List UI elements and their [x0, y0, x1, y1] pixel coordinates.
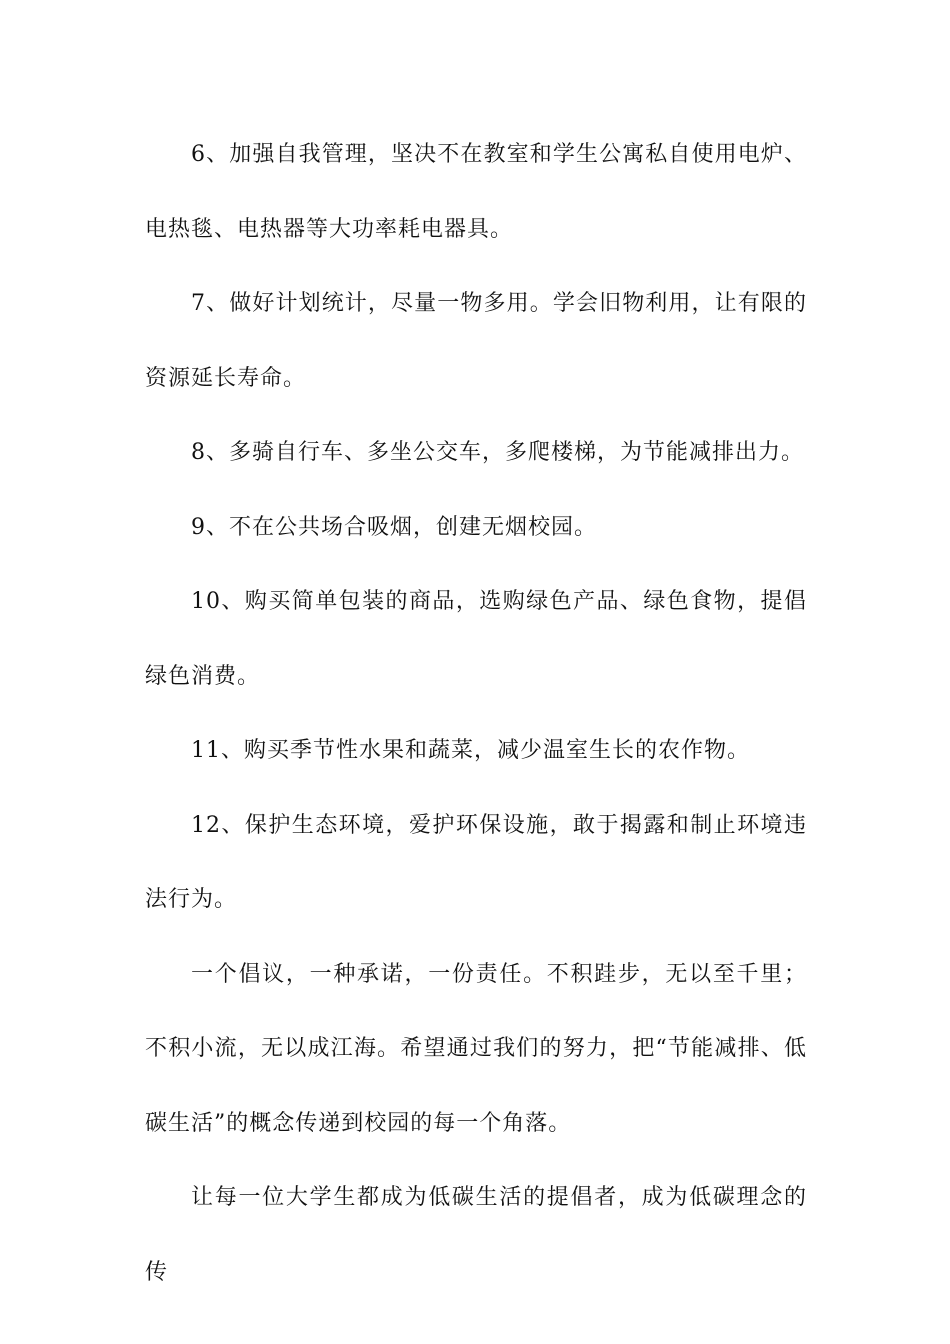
paragraph-item-9: 9、不在公共场合吸烟，创建无烟校园。	[191, 514, 597, 540]
paragraph-item-7: 7、做好计划统计，尽量一物多用。学会旧物利用，让有限的资源延长寿命。	[145, 291, 807, 391]
document-body	[145, 118, 807, 1310]
paragraph-item-12: 12、保护生态环境，爱护环保设施，敢于揭露和制止环境违法行为。	[145, 812, 807, 912]
paragraph-closing: 让每一位大学生都成为低碳生活的提倡者，成为低碳理念的传	[145, 1185, 807, 1285]
paragraph-item-8: 8、多骑自行车、多坐公交车，多爬楼梯，为节能减排出力。	[191, 440, 804, 465]
paragraph-proposal: 一个倡议，一种承诺，一份责任。不积跬步，无以至千里；不积小流，无以成江海。希望通过我们的努力，把“节能减排、低碳生活”的概念传递到校园的每一个角落。	[145, 961, 807, 1136]
paragraph-item-11: 11、购买季节性水果和蔬菜，减少温室生长的农作物。	[191, 738, 750, 763]
paragraph-item-10: 10、购买简单包装的商品，选购绿色产品、绿色食物，提倡绿色消费。	[145, 589, 807, 689]
paragraph-item-6: 6、加强自我管理，坚决不在教室和学生公寓私自使用电炉、电热毯、电热器等大功率耗电器具。	[145, 142, 807, 242]
